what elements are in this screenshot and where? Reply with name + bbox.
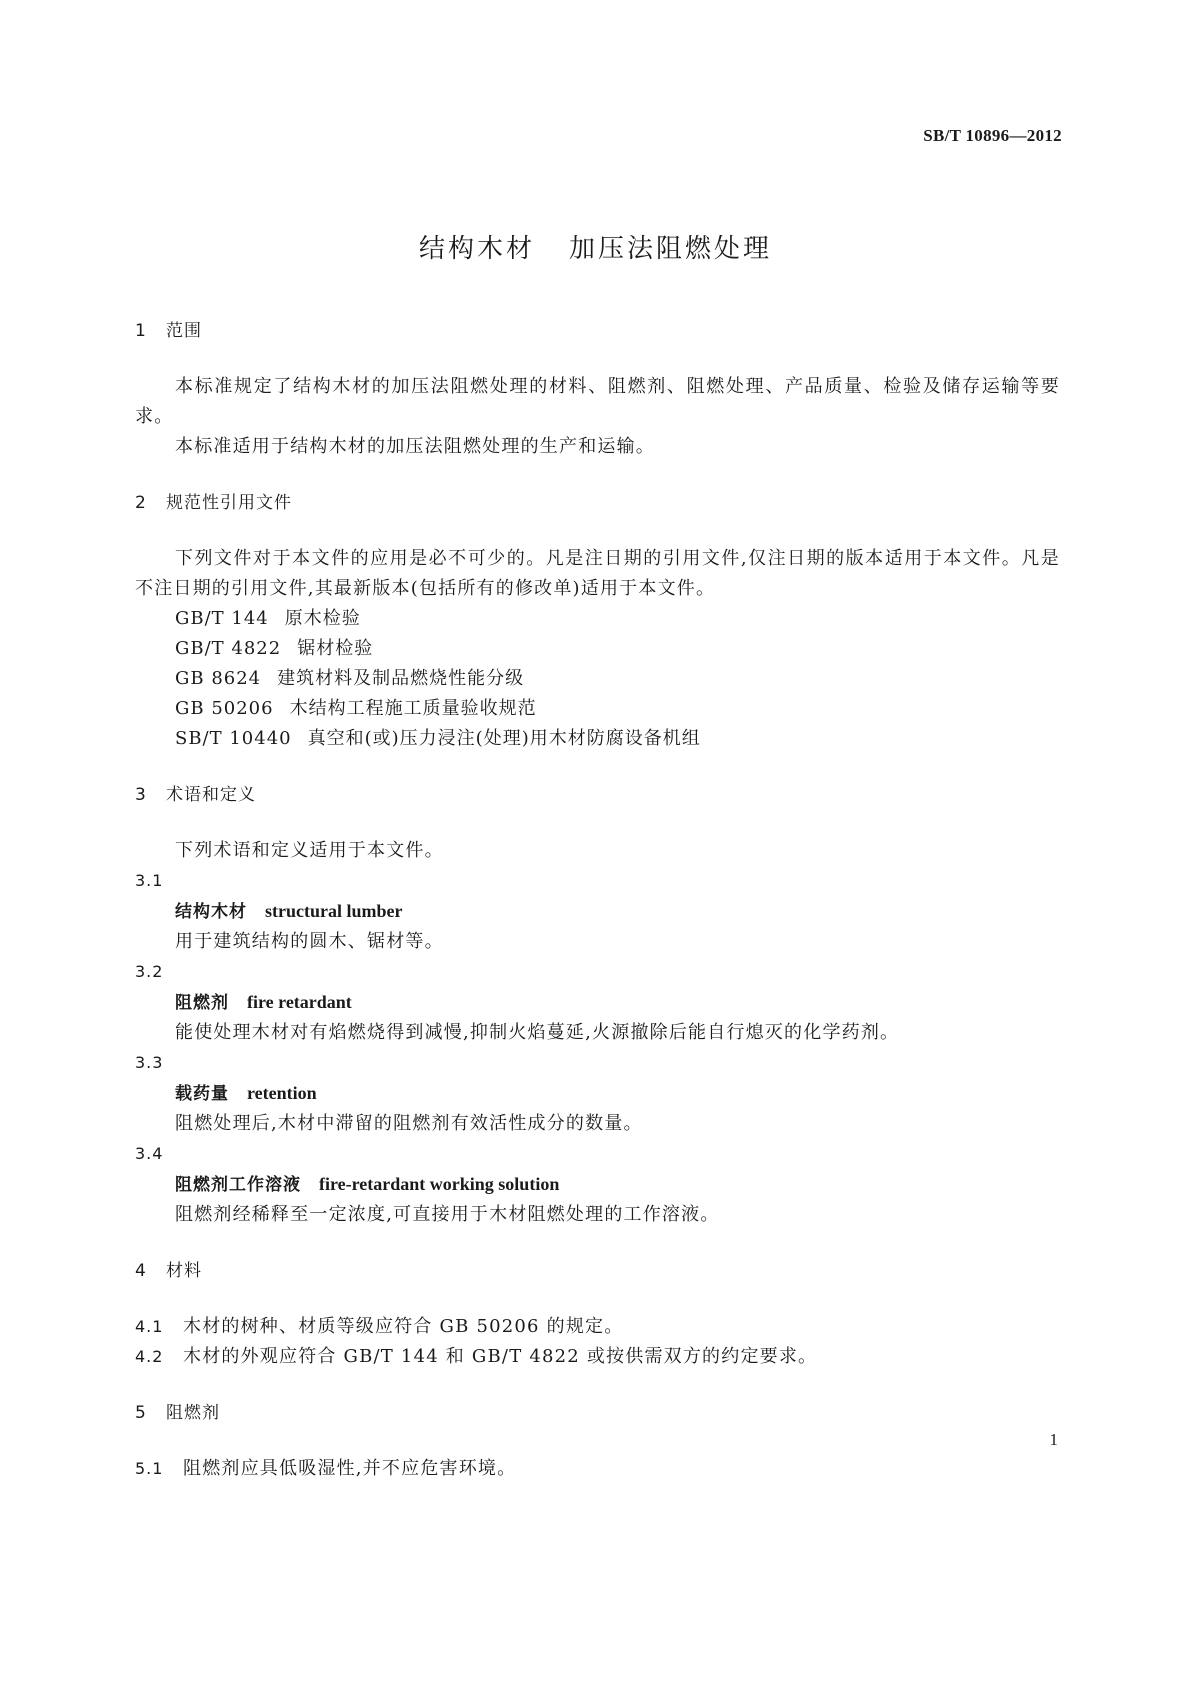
paragraph: 下列文件对于本文件的应用是必不可少的。凡是注日期的引用文件,仅注日期的版本适用于本文件。凡是不注日期的引用文件,其最新版本(包括所有的修改单)适用于本文件。 [135, 548, 1060, 599]
paragraph: 本标准规定了结构木材的加压法阻燃处理的材料、阻燃剂、阻燃处理、产品质量、检验及储存运输等要求。 [135, 376, 1060, 427]
reference-name: 建筑材料及制品燃烧性能分级 [277, 668, 525, 689]
reference-name: 原木检验 [284, 608, 361, 629]
section-title: 阻燃剂 [166, 1403, 220, 1423]
reference-code: GB 50206 [175, 698, 274, 719]
reference-name: 木结构工程施工质量验收规范 [289, 698, 537, 719]
term-definition: 用于建筑结构的圆木、锯材等。 [175, 931, 444, 952]
section-heading-fire-retardant [135, 1398, 1060, 1428]
section-title: 材料 [166, 1261, 202, 1281]
reference-code: GB/T 144 [175, 608, 269, 629]
section-heading-normative-references [135, 488, 1060, 518]
reference-item [135, 664, 1060, 694]
term-name-en: retention [247, 1083, 317, 1103]
reference-item [135, 634, 1060, 664]
section-heading-terms-definitions [135, 780, 1060, 810]
clause-text: 木材的外观应符合 GB/T 144 和 GB/T 4822 或按供需双方的约定要求。 [183, 1346, 818, 1367]
term-name-zh: 载药量 [175, 1084, 229, 1104]
reference-item [135, 724, 1060, 754]
reference-item [135, 604, 1060, 634]
term-name-en: fire-retardant working solution [319, 1174, 560, 1194]
term-name [135, 896, 1060, 927]
section-heading-materials [135, 1256, 1060, 1286]
page-number: 1 [1049, 1430, 1058, 1449]
term-name [135, 1169, 1060, 1200]
section-number: 4 [135, 1261, 147, 1281]
term-number: 3.2 [135, 962, 164, 981]
reference-name: 锯材检验 [297, 638, 374, 659]
term-name-zh: 结构木材 [175, 902, 247, 922]
reference-name: 真空和(或)压力浸注(处理)用木材防腐设备机组 [307, 728, 701, 749]
clause-number: 5.1 [135, 1459, 164, 1478]
term-name-zh: 阻燃剂工作溶液 [175, 1175, 301, 1195]
term-name-en: fire retardant [247, 992, 352, 1012]
paragraph: 下列术语和定义适用于本文件。 [175, 840, 444, 861]
section-title: 范围 [166, 321, 202, 341]
reference-code: SB/T 10440 [175, 728, 292, 749]
term-definition: 阻燃处理后,木材中滞留的阻燃剂有效活性成分的数量。 [175, 1113, 643, 1134]
clause [135, 1342, 1060, 1372]
term-number: 3.4 [135, 1144, 164, 1163]
section-heading-scope [135, 316, 1060, 346]
section-title: 术语和定义 [166, 785, 256, 805]
title-part-1: 结构木材 [418, 234, 535, 264]
clause [135, 1312, 1060, 1342]
clause [135, 1454, 1060, 1484]
term-name-en: structural lumber [265, 901, 403, 921]
reference-code: GB 8624 [175, 668, 262, 689]
clause-text: 阻燃剂应具低吸湿性,并不应危害环境。 [183, 1458, 517, 1479]
section-number: 2 [135, 493, 147, 513]
reference-code: GB/T 4822 [175, 638, 282, 659]
paragraph: 本标准适用于结构木材的加压法阻燃处理的生产和运输。 [175, 436, 655, 457]
clause-number: 4.1 [135, 1317, 164, 1336]
document-body [135, 316, 1060, 1484]
section-title: 规范性引用文件 [166, 493, 292, 513]
reference-item [135, 694, 1060, 724]
term-name [135, 987, 1060, 1018]
clause-text: 木材的树种、材质等级应符合 GB 50206 的规定。 [183, 1316, 624, 1337]
title-part-2: 加压法阻燃处理 [569, 234, 773, 264]
section-number: 3 [135, 785, 147, 805]
term-number: 3.1 [135, 871, 164, 890]
term-definition: 阻燃剂经稀释至一定浓度,可直接用于木材阻燃处理的工作溶液。 [175, 1204, 720, 1225]
document-title [0, 228, 1191, 265]
section-number: 5 [135, 1403, 147, 1423]
term-definition: 能使处理木材对有焰燃烧得到减慢,抑制火焰蔓延,火源撤除后能自行熄灭的化学药剂。 [175, 1022, 900, 1043]
term-number: 3.3 [135, 1053, 164, 1072]
term-name [135, 1078, 1060, 1109]
term-name-zh: 阻燃剂 [175, 993, 229, 1013]
section-number: 1 [135, 321, 147, 341]
standard-code: SB/T 10896—2012 [923, 126, 1062, 145]
clause-number: 4.2 [135, 1347, 164, 1366]
